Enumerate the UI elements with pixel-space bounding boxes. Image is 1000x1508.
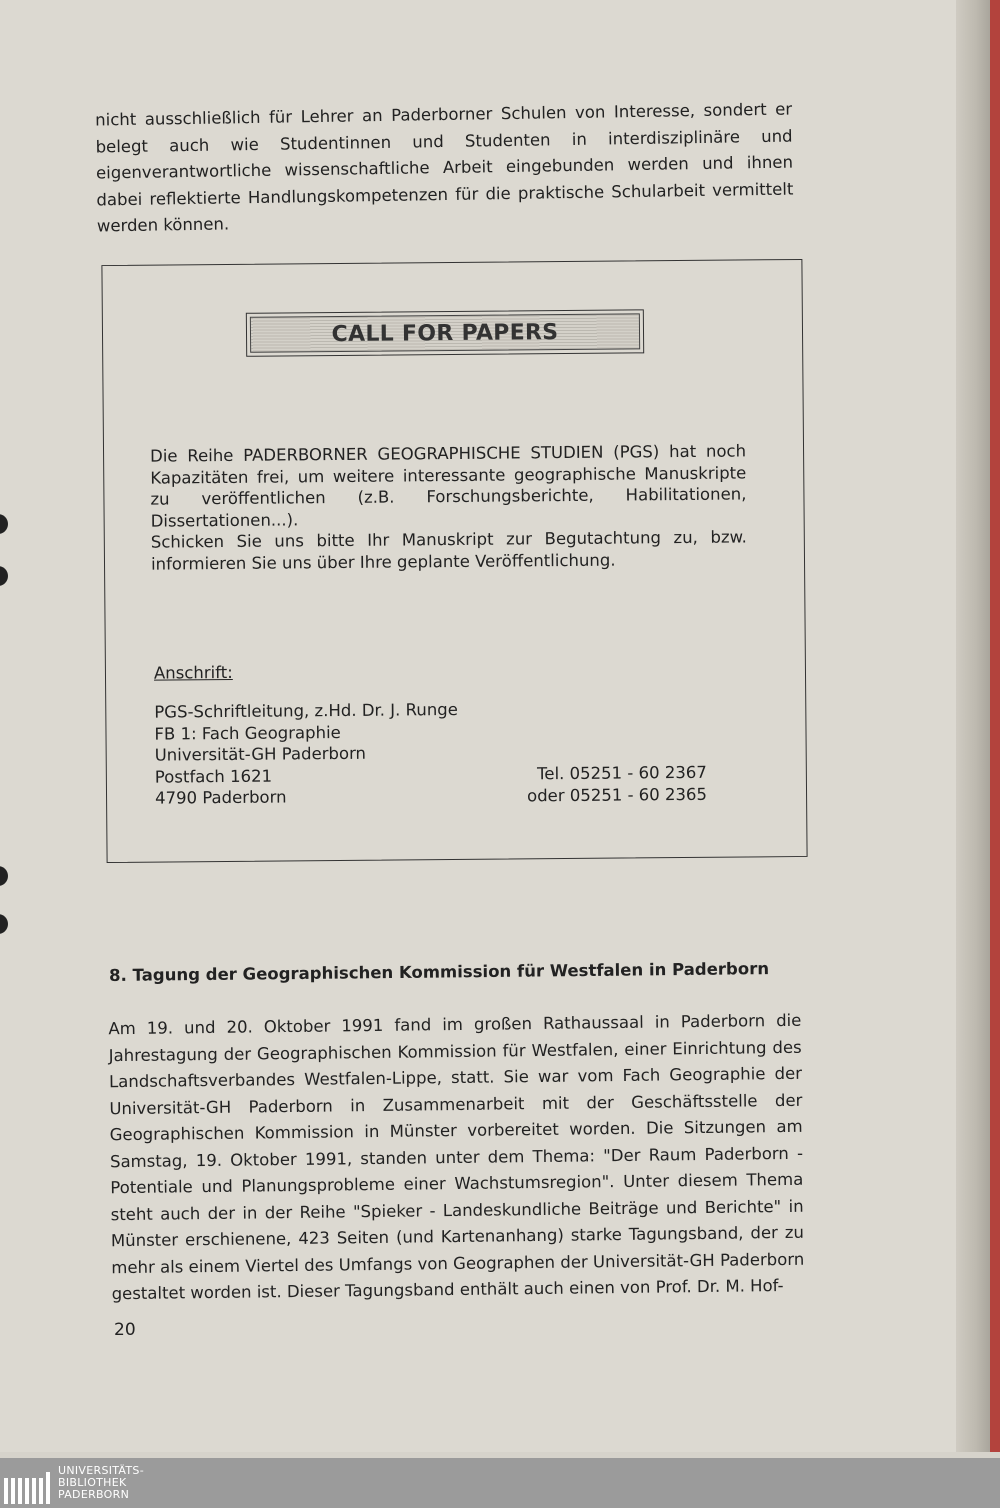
intro-paragraph: nicht ausschließlich für Lehrer an Paderborner Schulen von Interesse, sondert er belegt auch wie Studentinnen und Studenten in interdisziplinäre und eigenverantwortliche wissenschaftliche Arbeit eingebunden werden und ihnen dabei reflektierte Handlungskompetenzen für die praktische Schularbeit vermittelt werden können.: [95, 99, 794, 236]
page-number: 20: [114, 1320, 136, 1340]
address-line: Postfach 1621: [154, 766, 273, 787]
punch-hole: [0, 566, 8, 586]
address-line: PGS-Schriftleitung, z.Hd. Dr. J. Runge: [154, 699, 458, 722]
punch-hole: [0, 914, 8, 934]
phone-line: oder 05251 - 60 2365: [526, 784, 708, 805]
section-heading: 8. Tagung der Geographischen Kommission für Westfalen in Paderborn: [109, 959, 770, 985]
logo-line: UNIVERSITÄTS-: [58, 1464, 144, 1477]
logo-line: PADERBORN: [58, 1488, 130, 1501]
address-block: [154, 699, 458, 809]
library-logo-icon: [4, 1462, 50, 1504]
library-logo-text: [58, 1465, 144, 1501]
page-edge: [956, 0, 990, 1452]
logo-line: BIBLIOTHEK: [58, 1476, 127, 1489]
call-for-papers-banner: [246, 309, 644, 356]
call-for-papers-title: CALL FOR PAPERS: [331, 319, 559, 347]
call-paragraph-1: Die Reihe PADERBORNER GEOGRAPHISCHE STUDIEN (PGS) hat noch Kapazitäten frei, um weitere interessante geographische Manuskripte zu veröffentlichen (z.B. Forschungsberichte, Habilitationen, Dissertationen...).: [149, 441, 747, 531]
address-label: Anschrift:: [153, 662, 233, 683]
section-body: Am 19. und 20. Oktober 1991 fand im großen Rathaussaal in Paderborn die Jahrestagung der Geographischen Kommission für Westfalen, einer Einrichtung des Landschaftsverbandes Westfalen-Lippe, statt. Sie war vom Fach Geographie der Universität-GH Paderborn in Zusammenarbeit mit der Geschäftsstelle der Geographischen Kommission in Münster vorbereitet worden. Die Sitzungen am Samstag, 19. Oktober 1991, standen unter dem Thema: "Der Raum Paderborn - Potentiale und Planungsprobleme einer Wachstumsregion". Unter diesem Thema steht auch der in der Reihe "Spieker - Landeskundliche Beiträge und Berichte" in Münster erschienene, 423 Seiten (und Kartenanhang) starke Tagungsband, der zu mehr als einem Viertel des Umfangs von Geographen der Universität-GH Paderborn gestaltet worden ist. Dieser Tagungsband enthält auch einen von Prof. Dr. M. Hof-: [108, 1010, 805, 1304]
call-paragraph-2: Schicken Sie uns bitte Ihr Manuskript zur Begutachtung zu, bzw. informieren Sie uns über Ihre geplante Veröffentlichung.: [150, 527, 747, 574]
punch-hole: [0, 866, 8, 886]
binder-edge: [990, 0, 1000, 1452]
address-line: Universität-GH Paderborn: [154, 743, 367, 765]
library-footer: [0, 1458, 1000, 1508]
call-for-papers-box: [101, 259, 807, 863]
phone-line: Tel. 05251 - 60 2367: [537, 762, 707, 784]
punch-hole: [0, 514, 8, 534]
phone-block: [527, 762, 707, 807]
address-line: FB 1: Fach Geographie: [154, 722, 341, 744]
address-line: 4790 Paderborn: [154, 787, 287, 808]
